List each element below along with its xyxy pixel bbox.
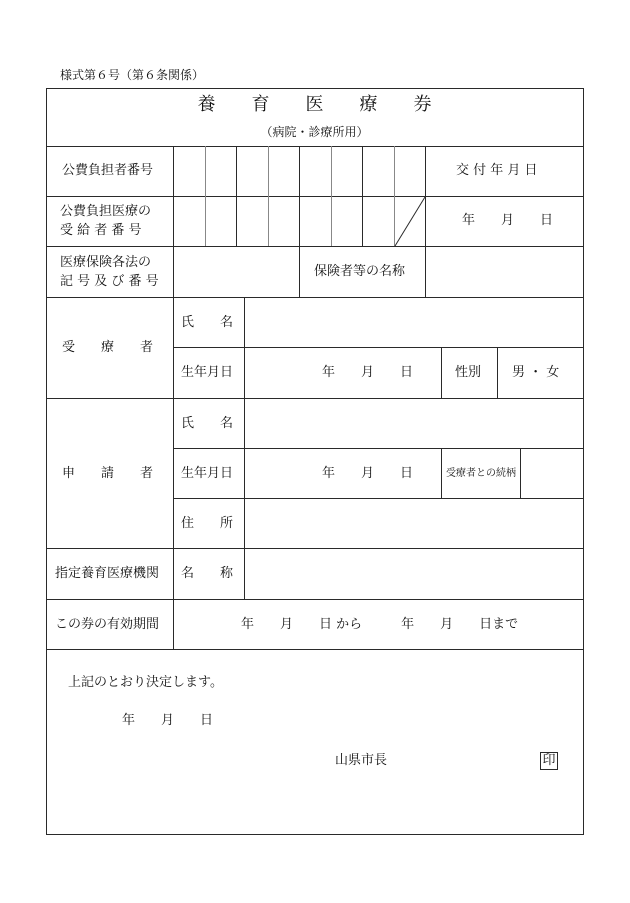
- decision-date: 年 月 日: [122, 713, 214, 728]
- decision-text: 上記のとおり決定します。: [68, 675, 223, 690]
- address-label: 住 所: [181, 516, 234, 531]
- payer-number-label: 公費負担者番号: [62, 163, 154, 178]
- insurance-label-line2: 記 号 及 び 番 号: [60, 274, 159, 289]
- applicant-name-label: 氏 名: [181, 416, 234, 431]
- mayor-label: 山県市長: [335, 753, 388, 768]
- applicant-label: 申 請 者: [62, 466, 154, 481]
- patient-label: 受 療 者: [62, 340, 154, 355]
- recipient-number-label-line1: 公費負担医療の: [60, 204, 152, 219]
- slash-mark: [394, 196, 426, 247]
- institution-label: 指定養育医療機関: [55, 566, 160, 581]
- insurance-label-line1: 医療保険各法の: [60, 255, 152, 270]
- sex-value: 男 ・ 女: [512, 365, 560, 380]
- patient-birthdate-value: 年 月 日: [322, 365, 414, 380]
- relation-label: 受療者との続柄: [446, 468, 516, 479]
- page-subtitle: （病院・診療所用）: [260, 125, 369, 139]
- issue-date-label: 交 付 年 月 日: [456, 163, 538, 178]
- page-title: 養 育 医 療 券: [197, 94, 432, 115]
- patient-name-label: 氏 名: [181, 315, 234, 330]
- patient-birthdate-label: 生年月日: [181, 365, 234, 380]
- applicant-birthdate-label: 生年月日: [181, 466, 234, 481]
- issue-date-value: 年 月 日: [462, 213, 554, 228]
- institution-name-label: 名 称: [181, 566, 234, 581]
- applicant-birthdate-value: 年 月 日: [322, 466, 414, 481]
- sex-label: 性別: [455, 365, 482, 380]
- seal-mark: 印: [540, 752, 558, 770]
- validity-label: この券の有効期間: [55, 617, 160, 632]
- validity-value: 年 月 日 から 年 月 日まで: [241, 617, 519, 632]
- recipient-number-label-line2: 受 給 者 番 号: [60, 223, 142, 238]
- insurer-name-label: 保険者等の名称: [314, 264, 406, 279]
- form-number: 様式第６号（第６条関係）: [60, 68, 205, 82]
